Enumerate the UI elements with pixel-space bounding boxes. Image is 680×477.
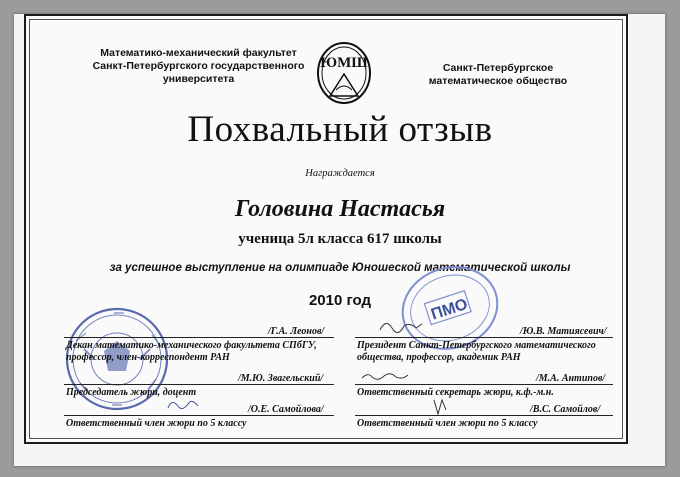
logo-text: ЮМШ <box>320 55 368 71</box>
signatory-position-line: общества, профессор, академик РАН <box>357 351 521 363</box>
faculty-line: Математико-механический факультет <box>100 47 297 59</box>
faculty-line: Санкт-Петербургского государственного <box>92 60 305 72</box>
faculty-header <box>86 47 311 86</box>
signature-line <box>355 384 613 385</box>
signatory-position <box>357 340 596 363</box>
certificate-title: Похвальный отзыв <box>187 109 493 150</box>
signatory-position-line: Декан математико-механического факультета СПбГУ, <box>66 340 317 351</box>
signatory-name: /Г.А. Леонов/ <box>268 326 325 337</box>
signatory-position <box>66 387 196 399</box>
signature-line <box>64 384 334 385</box>
signature-line <box>64 337 334 338</box>
signatory-name: /В.С. Самойлов/ <box>530 404 601 415</box>
signature-line <box>355 337 613 338</box>
signature-scribble-icon <box>360 368 410 384</box>
signatory-name: /О.Е. Самойлова/ <box>248 404 324 415</box>
signatory-position-line: Ответственный член жюри по 5 классу <box>66 418 247 429</box>
signatory-name: /М.Ю. Звагельский/ <box>238 373 324 384</box>
signatory-position <box>357 418 538 430</box>
signature-scribble-icon <box>164 396 200 414</box>
faculty-line: университета <box>162 73 235 85</box>
society-line: математическое общество <box>428 75 568 87</box>
award-year: 2010 год <box>308 292 372 309</box>
award-reason: за успешное выступление на олимпиаде Юношеской математической школы <box>109 262 571 274</box>
signatory-position <box>66 340 317 363</box>
signatory-position-line: Президент Санкт-Петербургского математического <box>357 340 596 351</box>
signatory-position-line: Ответственный член жюри по 5 классу <box>357 418 538 429</box>
signatory-name: /Ю.В. Матиясевич/ <box>520 326 607 337</box>
signature-scribble-icon <box>376 316 426 338</box>
signatory-position <box>66 418 247 430</box>
society-line: Санкт-Петербургское <box>442 62 554 74</box>
awarded-label: Награждается <box>305 168 375 179</box>
signatory-position-line: Председатель жюри, доцент <box>66 387 197 398</box>
signature-line <box>355 415 613 416</box>
society-header <box>413 62 583 88</box>
recipient-name: Головина Настасья <box>234 196 446 222</box>
signatory-position <box>357 387 554 399</box>
signatory-position-line: Ответственный секретарь жюри, к.ф.-м.н. <box>357 387 554 398</box>
yumsh-logo-icon <box>314 40 374 106</box>
society-stamp-text: ПМО <box>429 295 470 324</box>
pupil-line: ученица 5л класса 617 школы <box>238 231 442 247</box>
signature-line <box>64 415 334 416</box>
signatory-name: /М.А. Антипов/ <box>536 373 606 384</box>
signatory-position-line: профессор, член-корреспондент РАН <box>66 351 230 363</box>
